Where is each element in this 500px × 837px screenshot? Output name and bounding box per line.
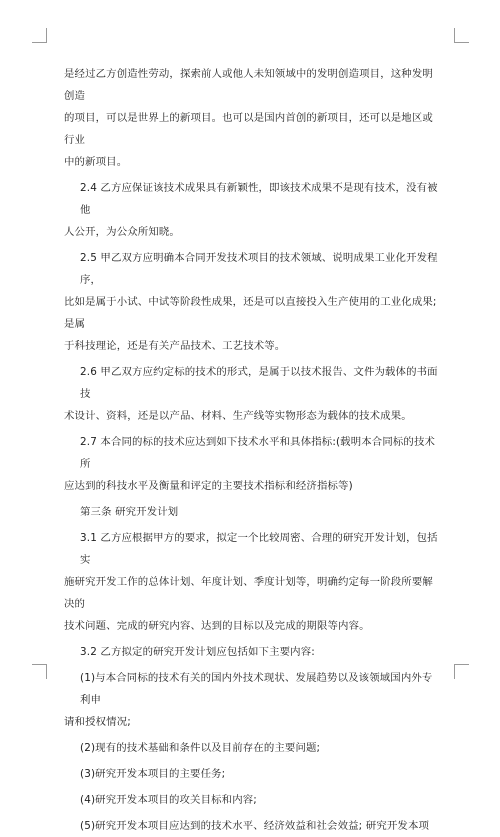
clause-3-2: 3.2 乙方拟定的研究开发计划应包括如下主要内容: — [80, 646, 315, 658]
body-line: 的项目，可以是世界上的新项目。也可以是国内首创的新项目，还可以是地区或行业 — [64, 112, 433, 146]
body-line: 于科技理论，还是有关产品技术、工艺技术等。 — [64, 340, 286, 352]
crop-mark-bottom-right — [454, 664, 469, 679]
body-line: 技术问题、完成的研究内容、达到的目标以及完成的期限等内容。 — [64, 620, 370, 632]
body-line: 人公开，为公众所知晓。 — [64, 226, 180, 238]
clause-2-4: 2.4 乙方应保证该技术成果具有新颖性，即该技术成果不是现有技术，没有被他 — [80, 182, 438, 216]
body-line: 比如是属于小试、中试等阶段性成果，还是可以直接投入生产使用的工业化成果;是属 — [64, 296, 437, 330]
crop-mark-top-right — [454, 28, 469, 43]
crop-mark-top-left — [32, 28, 47, 43]
crop-mark-bottom-left — [32, 664, 47, 679]
body-line: 术设计、资料，还是以产品、材料、生产线等实物形态为载体的技术成果。 — [64, 410, 412, 422]
list-item: (4)研究开发本项目的攻关目标和内容; — [80, 794, 257, 806]
body-line: 是经过乙方创造性劳动，探索前人或他人未知领域中的发明创造项目，这种发明创造 — [64, 68, 433, 102]
body-line: 应达到的科技水平及衡量和评定的主要技术指标和经济指标等) — [64, 480, 353, 492]
list-item: (2)现有的技术基础和条件以及目前存在的主要问题; — [80, 742, 321, 754]
list-item: (1)与本合同标的技术有关的国内外技术现状、发展趋势以及该领域国内外专利申 — [80, 672, 433, 706]
body-line: 施研究开发工作的总体计划、年度计划、季度计划等，明确约定每一阶段所要解决的 — [64, 576, 433, 610]
clause-2-7: 2.7 本合同的标的技术应达到如下技术水平和具体指标:(载明本合同标的技术所 — [80, 436, 436, 470]
list-item: (5)研究开发本项目应达到的技术水平、经济效益和社会效益; 研究开发本项 — [80, 820, 430, 832]
document-body — [64, 63, 439, 837]
clause-2-5: 2.5 甲乙双方应明确本合同开发技术项目的技术领域、说明成果工业化开发程序， — [80, 252, 438, 286]
body-line: 中的新项目。 — [64, 156, 128, 168]
clause-2-6: 2.6 甲乙双方应约定标的技术的形式，是属于以技术报告、文件为载体的书面技 — [80, 366, 438, 400]
clause-3-1: 3.1 乙方应根据甲方的要求，拟定一个比较周密、合理的研究开发计划，包括实 — [80, 532, 438, 566]
body-line: 请和授权情况; — [64, 716, 131, 728]
section-heading: 第三条 研究开发计划 — [80, 506, 179, 518]
list-item: (3)研究开发本项目的主要任务; — [80, 768, 226, 780]
